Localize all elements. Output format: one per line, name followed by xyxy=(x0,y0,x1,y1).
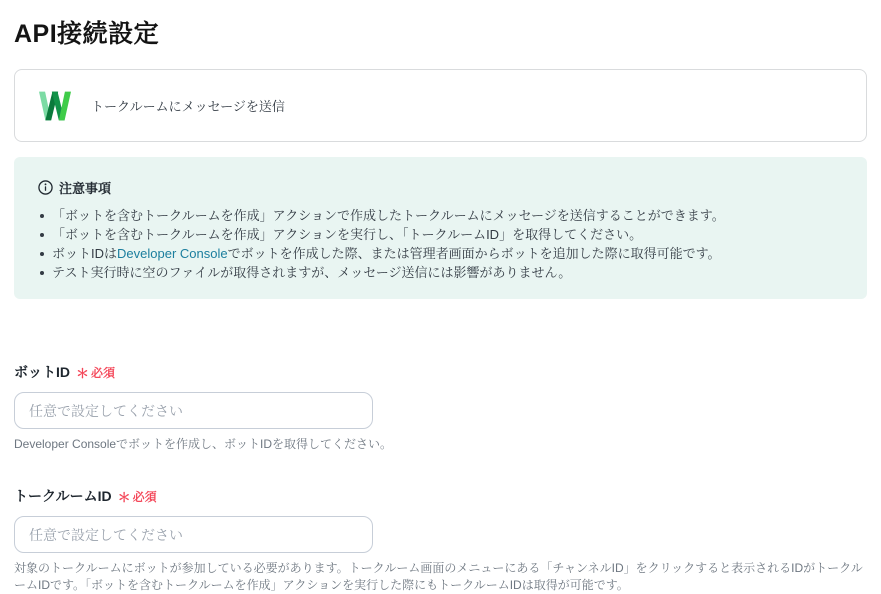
notice-list xyxy=(38,206,843,282)
notice-item xyxy=(38,244,843,263)
action-card[interactable] xyxy=(14,69,867,142)
notice-item xyxy=(38,263,843,282)
required-asterisk: ＊ xyxy=(117,489,131,505)
required-badge xyxy=(76,364,115,381)
talk-room-id-input[interactable] xyxy=(14,516,373,553)
action-card-label: トークルームにメッセージを送信 xyxy=(91,99,285,114)
required-badge xyxy=(118,488,157,505)
info-circle-icon xyxy=(38,180,53,195)
lineworks-logo-icon xyxy=(39,91,71,121)
notice-item xyxy=(38,206,843,225)
talk-room-id-label-row xyxy=(14,486,867,506)
required-asterisk: ＊ xyxy=(76,365,90,381)
bot-id-field xyxy=(14,362,867,453)
notice-item-text: 「ボットを含むトークルームを作成」アクションを実行し、「トークルームID」を取得してください。 xyxy=(52,227,643,242)
bot-id-label-row xyxy=(14,362,867,382)
notice-box xyxy=(14,157,867,299)
page-title: API接続設定 xyxy=(14,20,160,48)
developer-console-link[interactable]: Developer Console xyxy=(117,246,228,261)
notice-item xyxy=(38,225,843,244)
talk-room-id-field xyxy=(14,486,867,594)
notice-header xyxy=(38,178,843,197)
bot-id-input[interactable] xyxy=(14,392,373,429)
bot-id-label: ボットID xyxy=(14,364,70,380)
notice-item-text: テスト実行時に空のファイルが取得されますが、メッセージ送信には影響がありません。 xyxy=(52,265,572,280)
talk-room-id-label: トークルームID xyxy=(14,488,112,504)
notice-item-text: でボットを作成した際、または管理者画面からボットを追加した際に取得可能です。 xyxy=(227,246,721,261)
notice-item-text: 「ボットを含むトークルームを作成」アクションで作成したトークルームにメッセージを送信することができます。 xyxy=(52,208,725,223)
required-label: 必須 xyxy=(132,489,157,504)
bot-id-help: Developer Consoleでボットを作成し、ボットIDを取得してください。 xyxy=(14,437,393,451)
notice-item-text: ボットIDは xyxy=(52,246,118,261)
talk-room-id-help: 対象のトークルームにボットが参加している必要があります。トークルーム画面のメニューにある「チャンネルID」をクリックすると表示されるIDがトークルームIDです。「ボットを含むトークルームを作成」アクションを実行した際にもトークルームIDは取得が可能です。 xyxy=(14,561,863,592)
required-label: 必須 xyxy=(91,365,116,380)
notice-title: 注意事項 xyxy=(59,181,112,196)
